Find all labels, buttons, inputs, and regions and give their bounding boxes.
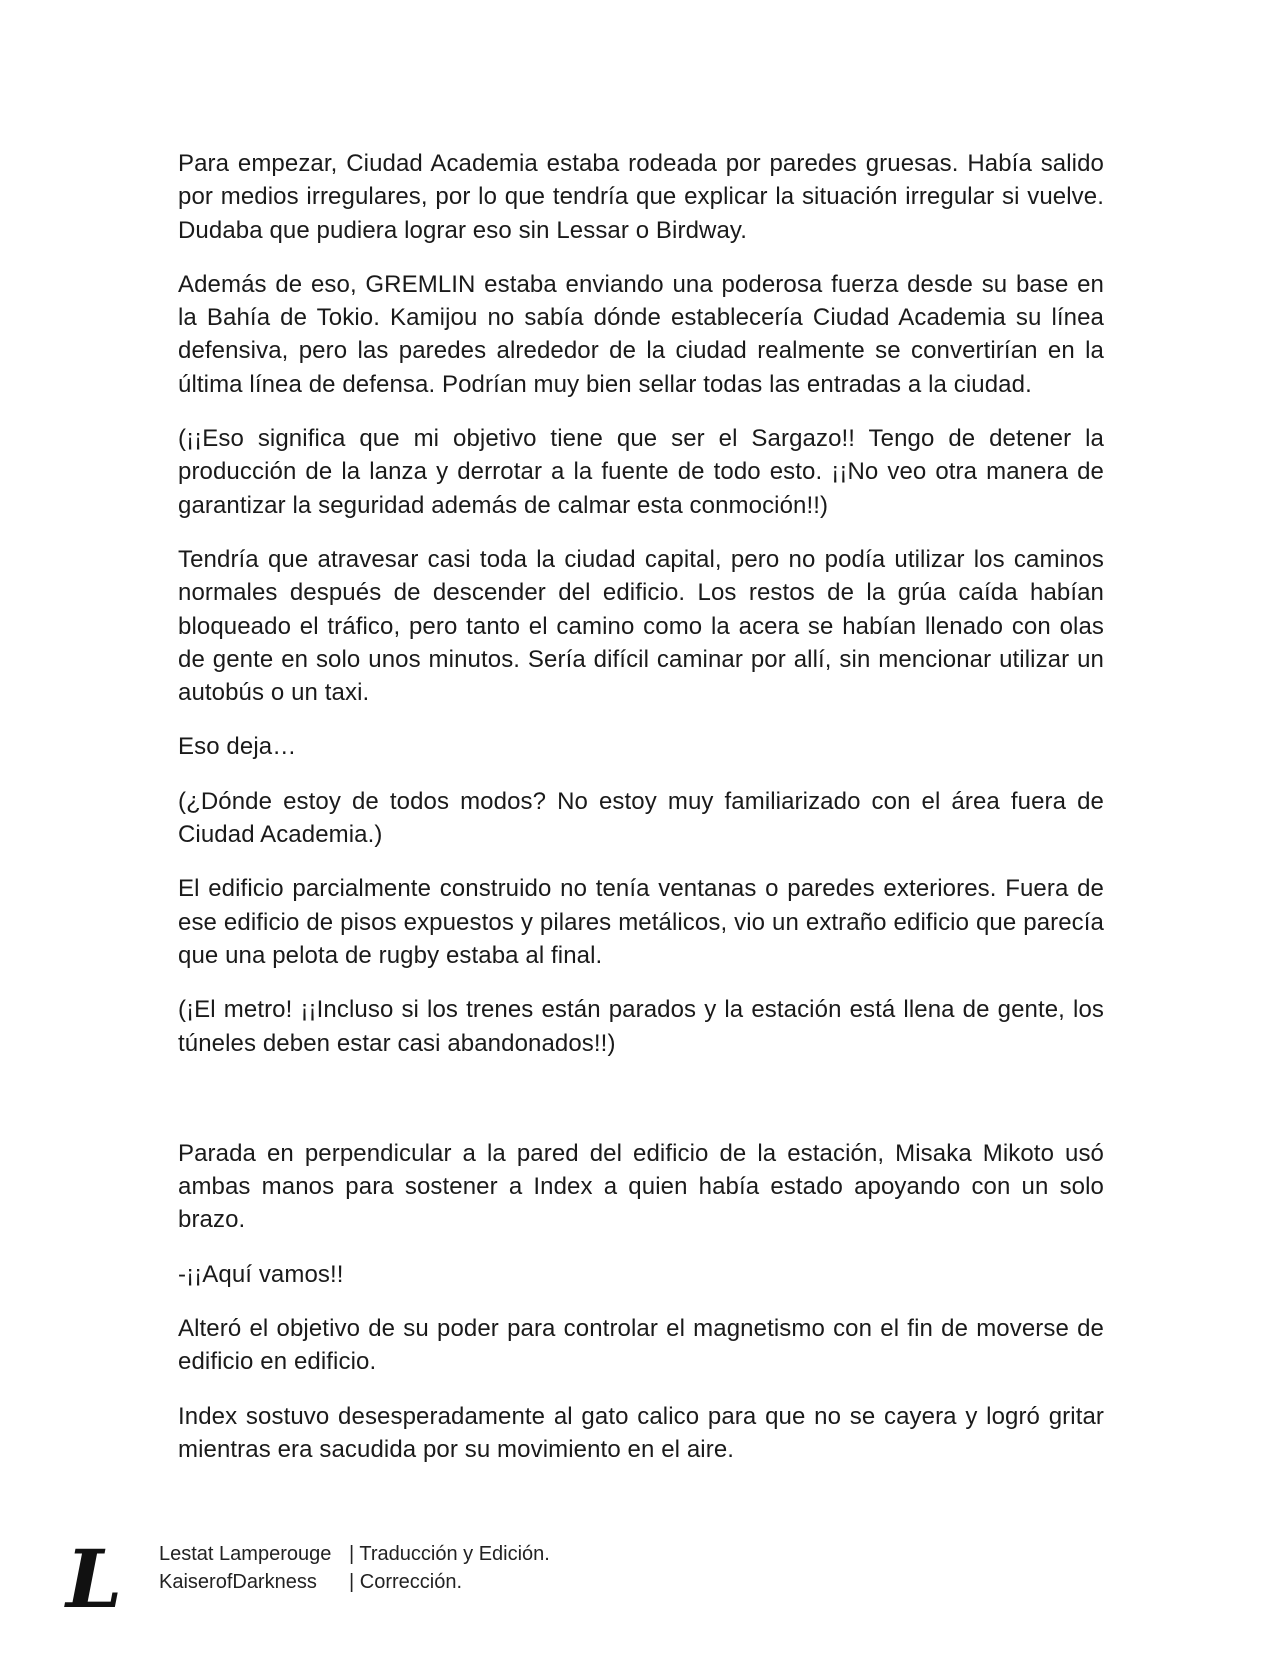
paragraph: Index sostuvo desesperadamente al gato calico para que no se cayera y logró gritar mientras era sacudida por su movimiento en el aire.	[178, 1402, 1104, 1463]
page-footer	[66, 1532, 766, 1626]
credit-role: | Traducción y Edición.	[349, 1543, 550, 1565]
paragraph: Para empezar, Ciudad Academia estaba rodeada por paredes gruesas. Había salido por medios irregulares, por lo que tendría que explicar la situación irregular si vuelve. Dudaba que pudiera lograr eso sin Lessar o Birdway.	[178, 150, 1104, 244]
scene-break	[178, 1081, 1104, 1137]
paragraph: Tendría que atravesar casi toda la ciudad capital, pero no podía utilizar los caminos normales después de descender del edificio. Los restos de la grúa caída habían bloqueado el tráfico, pero tanto el camino como la acera se habían llenado con olas de gente en solo unos minutos. Sería difícil caminar por allí, sin mencionar utilizar un autobús o un taxi.	[178, 545, 1104, 707]
credit-row	[159, 1540, 550, 1568]
credit-role: | Corrección.	[349, 1571, 463, 1593]
paragraph: El edificio parcialmente construido no tenía ventanas o paredes exteriores. Fuera de ese edificio de pisos expuestos y pilares metálicos, vio un extraño edificio que parecía que una pelota de rugby estaba al final.	[178, 875, 1104, 969]
paragraph: Parada en perpendicular a la pared del edificio de la estación, Misaka Mikoto usó ambas manos para sostener a Index a quien había estado apoyando con un solo brazo.	[178, 1139, 1104, 1234]
paragraph: (¡¡Eso significa que mi objetivo tiene que ser el Sargazo!! Tengo de detener la producción de la lanza y derrotar a la fuente de todo esto. ¡¡No veo otra manera de garantizar la seguridad además de calmar esta conmoción!!)	[178, 425, 1104, 519]
paragraph: -¡¡Aquí vamos!!	[178, 1260, 344, 1288]
credit-row	[159, 1568, 550, 1596]
paragraph: (¿Dónde estoy de todos modos? No estoy muy familiarizado con el área fuera de Ciudad Academia.)	[178, 787, 1104, 849]
credit-name: Lestat Lamperouge	[159, 1543, 332, 1565]
credits	[159, 1540, 550, 1596]
paragraph: Eso deja…	[178, 733, 297, 761]
paragraph: Alteró el objetivo de su poder para controlar el magnetismo con el fin de moverse de edificio en edificio.	[178, 1315, 1104, 1376]
document-body	[178, 147, 1104, 1487]
credit-name: KaiserofDarkness	[159, 1571, 317, 1593]
translator-logo: L	[66, 1532, 123, 1626]
paragraph: Además de eso, GREMLIN estaba enviando una poderosa fuerza desde su base en la Bahía de Tokio. Kamijou no sabía dónde establecería Ciudad Academia su línea defensiva, pero las paredes alrededor de la ciudad realmente se convertirían en la última línea de defensa. Podrían muy bien sellar todas las entradas a la ciudad.	[178, 270, 1104, 398]
paragraph: (¡El metro! ¡¡Incluso si los trenes están parados y la estación está llena de gente, los túneles deben estar casi abandonados!!)	[178, 996, 1104, 1057]
